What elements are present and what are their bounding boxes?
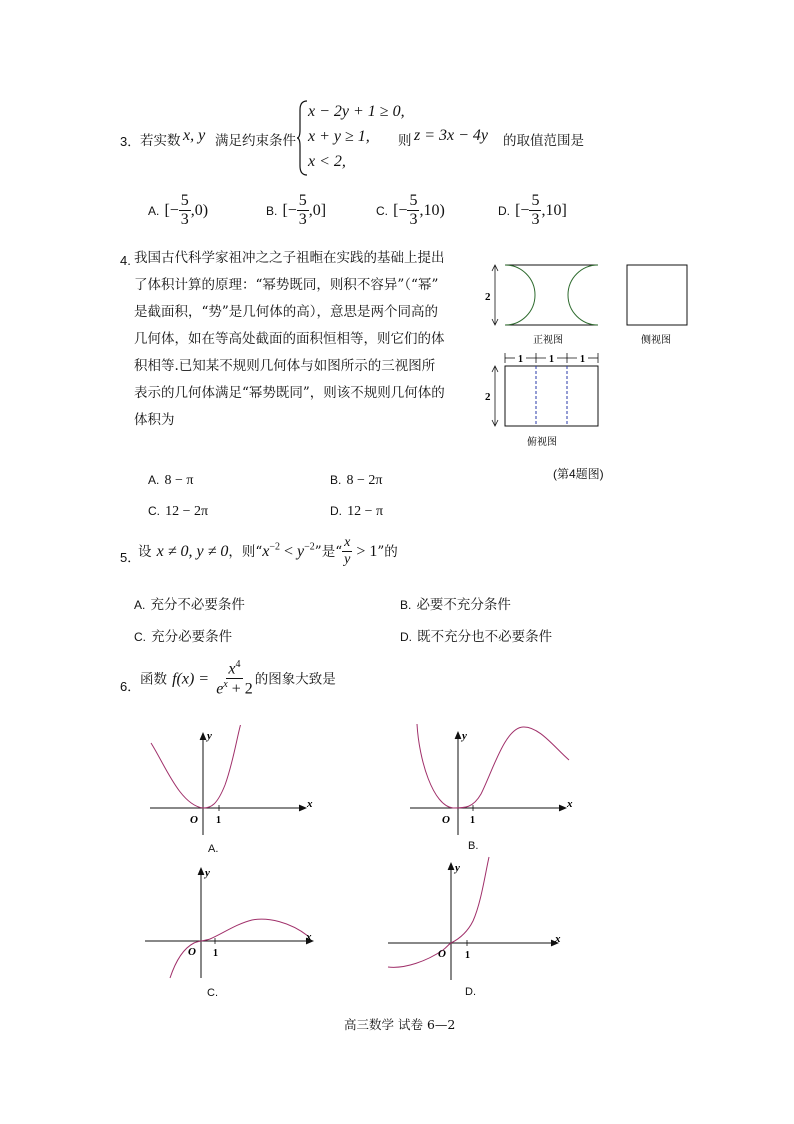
graph-c-y-label: y xyxy=(205,867,210,879)
q3-expr: z = 3x − 4y xyxy=(414,127,489,144)
q5-option-a: A. 充分不必要条件 xyxy=(134,597,245,613)
q3-then: 则 xyxy=(398,133,412,149)
q3-cond3: x < 2, xyxy=(308,153,346,170)
front-view-label: 正视图 xyxy=(533,335,563,346)
q3-cond1: x − 2y + 1 ≥ 0, xyxy=(308,103,405,120)
q4-line-7: 体积为 xyxy=(134,412,175,428)
graph-b-label: B. xyxy=(468,840,479,852)
q5-option-c: C. 充分必要条件 xyxy=(134,629,233,645)
q3-option-c: C. [− $\frac{5}{3}$ ,10) xyxy=(376,192,445,228)
graph-c-label: C. xyxy=(207,987,218,999)
graph-a xyxy=(145,725,320,855)
q3-number: 3． xyxy=(120,134,141,149)
three-view-figure xyxy=(485,255,705,485)
graph-d-y-label: y xyxy=(455,862,460,874)
graph-a-origin: O xyxy=(190,814,198,826)
q3-prefix: 若实数 xyxy=(140,133,181,149)
q3-vars: x, y xyxy=(183,127,206,144)
q4-number: 4. xyxy=(120,253,131,268)
q4-option-d: D. 12 − π xyxy=(330,504,384,519)
graph-d-origin: O xyxy=(438,948,446,960)
top-height-label: 2 xyxy=(485,391,491,403)
graph-b-one: 1 xyxy=(470,815,475,826)
q4-option-c: C. 12 − 2π xyxy=(148,504,209,519)
top-seg-label-2: 1 xyxy=(549,354,554,365)
graph-a-x-label: x xyxy=(307,798,313,810)
graph-d-label: D. xyxy=(465,986,476,998)
graph-c xyxy=(140,860,320,985)
q4-line-1: 我国古代科学家祖冲之之子祖暅在实践的基础上提出 xyxy=(134,250,445,266)
graph-c-one: 1 xyxy=(213,948,218,959)
q3-option-b: B. [− $\frac{5}{3}$ ,0] xyxy=(266,192,327,228)
q3-brace xyxy=(296,100,308,176)
side-view-label: 侧视图 xyxy=(641,335,671,346)
graph-c-x-label: x xyxy=(306,931,312,943)
side-view xyxy=(627,265,687,325)
graph-d-x-label: x xyxy=(555,933,561,945)
graph-a-y-label: y xyxy=(207,730,212,742)
q5-option-d: D. 既不充分也不必要条件 xyxy=(400,629,553,645)
q5-stem: 设 x ≠ 0, y ≠ 0，则“$x^{-2} < y^{-2}$”是“ $\frac{x}{y}$ > 1”的 xyxy=(138,535,398,567)
q4-option-a: A. 8 − π xyxy=(148,473,194,488)
top-view-label: 俯视图 xyxy=(527,437,557,448)
graph-d xyxy=(385,855,565,985)
q5-number: 5． xyxy=(120,550,141,565)
q3-option-a: A. [− $\frac{5}{3}$ ,0) xyxy=(148,192,209,228)
q4-line-4: 几何体，如在等高处截面的面积恒相等，则它们的体 xyxy=(134,331,445,347)
q3-cond2: x + y ≥ 1, xyxy=(308,128,370,145)
graph-b xyxy=(405,720,580,850)
top-view xyxy=(505,366,598,426)
page-footer: 高三数学 试卷 6—2 xyxy=(344,1017,456,1032)
front-view xyxy=(492,265,598,325)
q4-line-6: 表示的几何体满足“幂势既同”，则该不规则几何体的 xyxy=(134,385,445,401)
q4-option-b: B. 8 − 2π xyxy=(330,473,383,488)
top-seg-label-1: 1 xyxy=(518,354,523,365)
figure-caption: (第4题图) xyxy=(553,467,604,481)
top-seg-label-3: 1 xyxy=(580,354,585,365)
graph-b-y-label: y xyxy=(462,730,467,742)
front-height-label: 2 xyxy=(485,291,491,303)
q4-line-3: 是截面积，“势”是几何体的高），意思是两个同高的 xyxy=(134,304,439,320)
q6-stem: 函数 f(x) = $\frac{x^4}{e^x + 2}$ 的图象大致是 xyxy=(140,659,336,698)
graph-c-origin: O xyxy=(188,946,196,958)
q6-number: 6． xyxy=(120,679,141,694)
q4-line-5: 积相等.已知某不规则几何体与如图所示的三视图所 xyxy=(134,358,436,374)
q3-suffix: 的取值范围是 xyxy=(503,133,584,149)
graph-d-one: 1 xyxy=(465,950,470,961)
q3-option-d: D. [− $\frac{5}{3}$ ,10] xyxy=(498,192,567,228)
q5-option-b: B. 必要不充分条件 xyxy=(400,597,511,613)
graph-a-one: 1 xyxy=(216,815,221,826)
q3-mid: 满足约束条件 xyxy=(215,133,296,149)
graph-b-origin: O xyxy=(442,814,450,826)
graph-b-x-label: x xyxy=(567,798,573,810)
graph-a-label: A. xyxy=(208,843,219,855)
q4-line-2: 了体积计算的原理：“幂势既同，则积不容异”（“幂” xyxy=(134,277,439,293)
